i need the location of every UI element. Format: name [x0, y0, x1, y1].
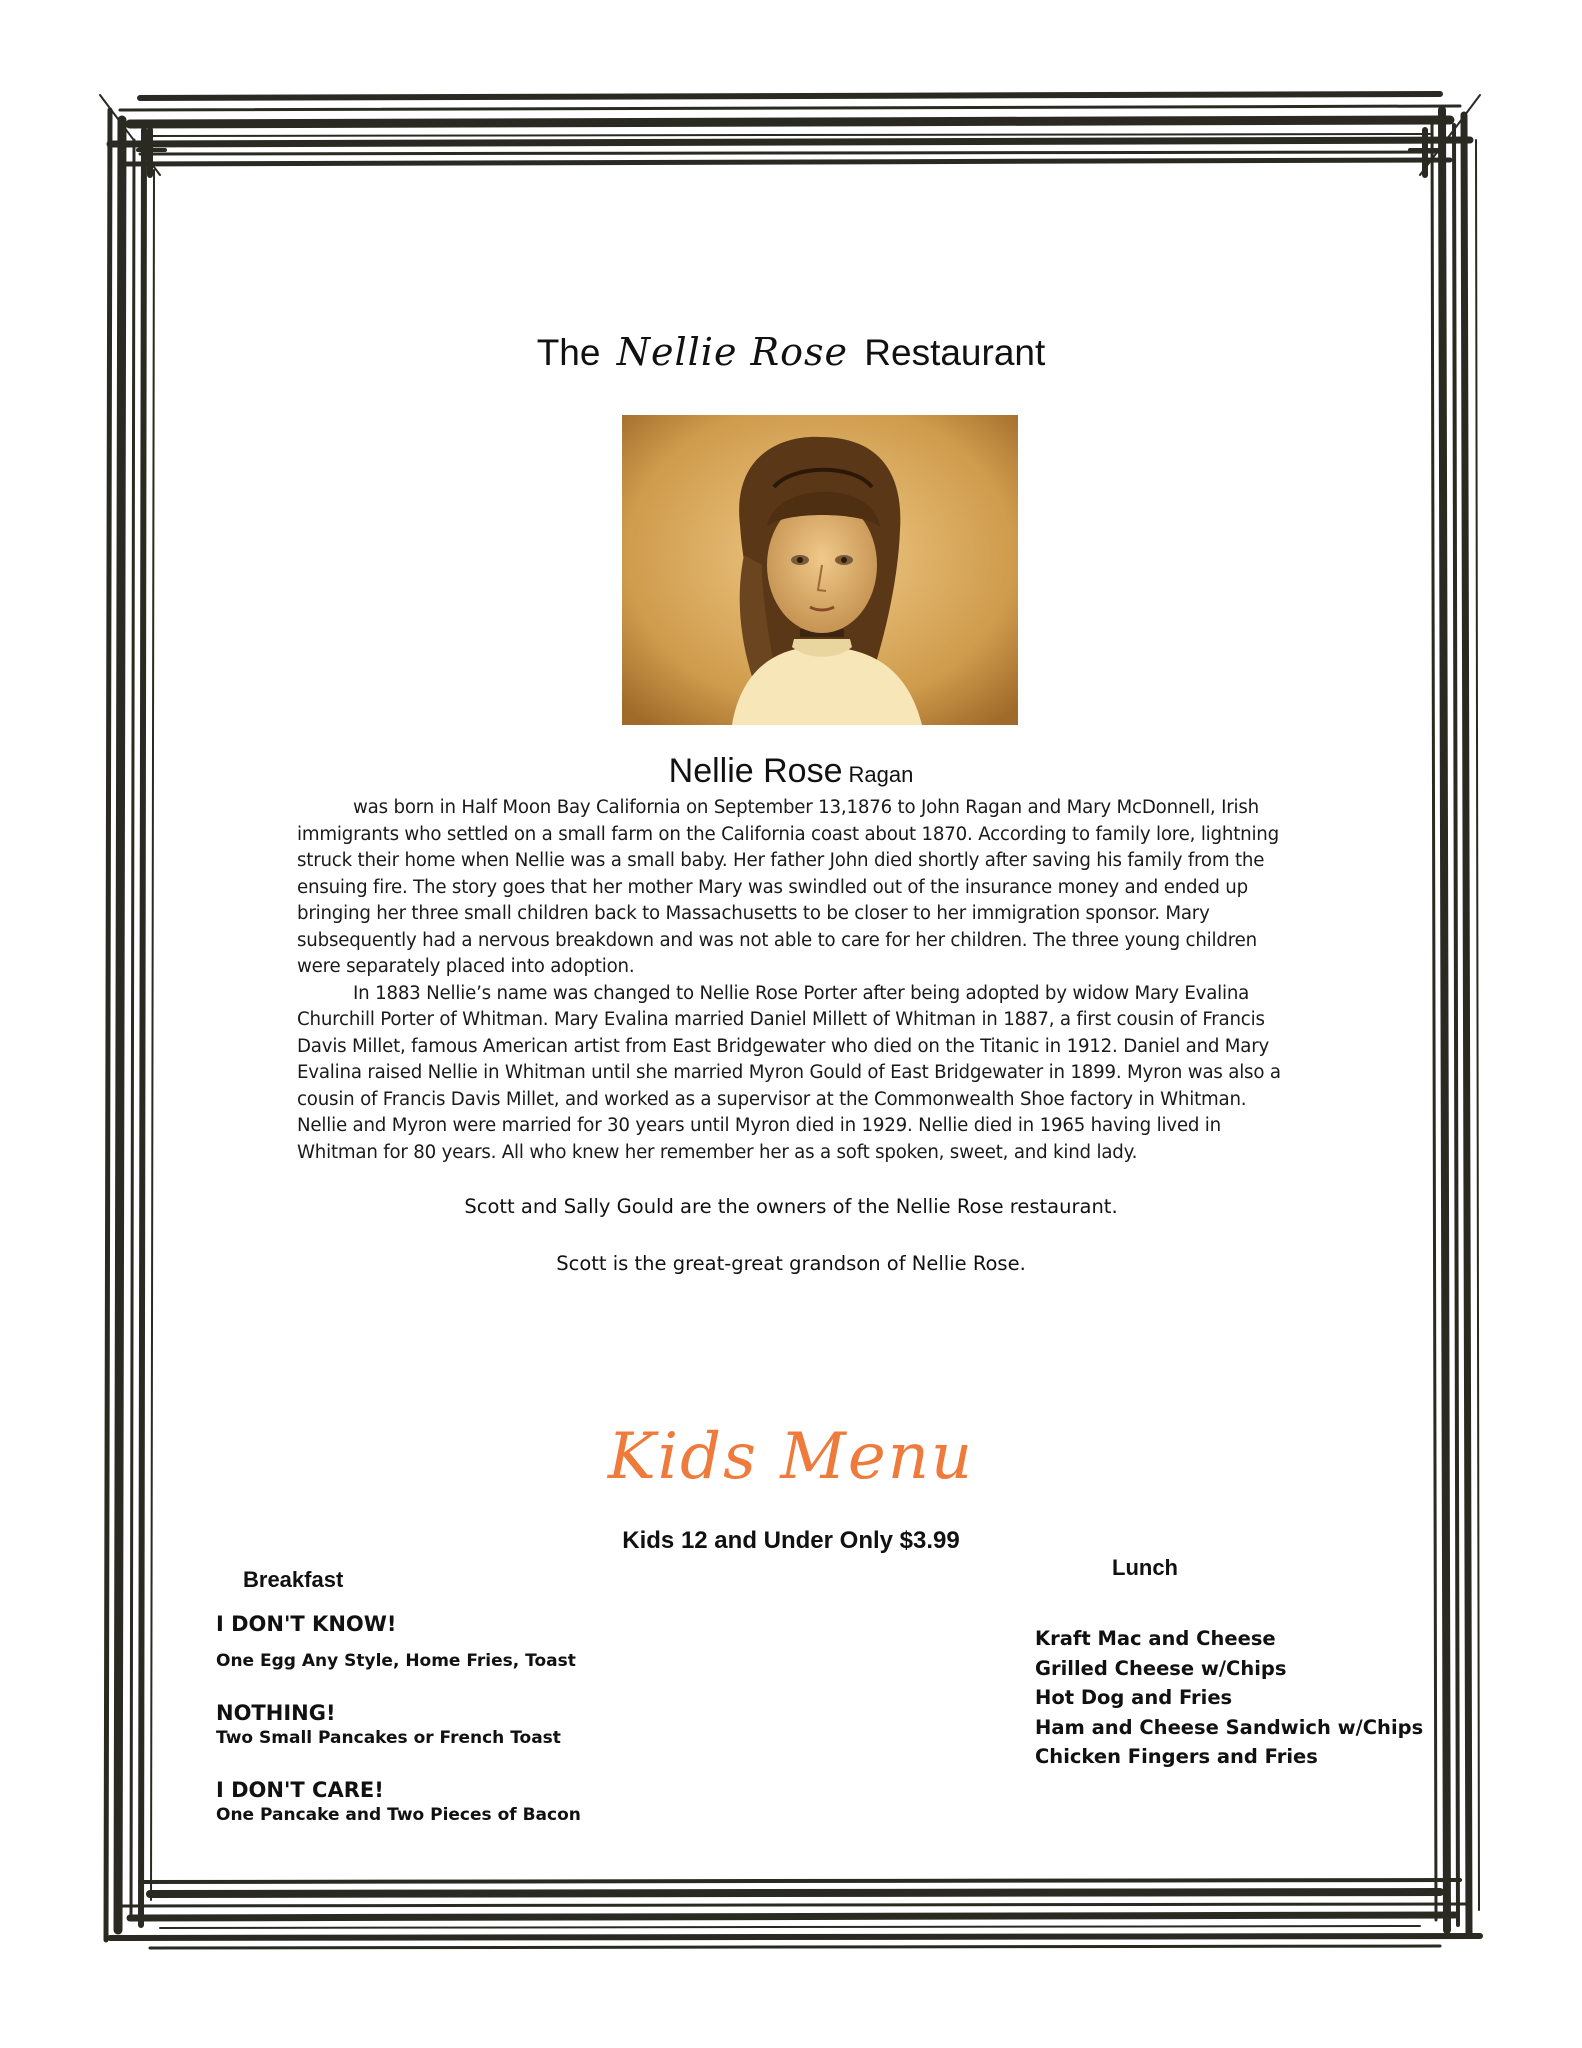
breakfast-item-name: NOTHING!	[216, 1701, 336, 1725]
title-script-name: Nellie Rose	[616, 330, 848, 374]
title-prefix: The	[536, 332, 601, 373]
lunch-heading: Lunch	[1112, 1555, 1178, 1580]
breakfast-heading: Breakfast	[243, 1567, 344, 1592]
title-suffix: Restaurant	[864, 332, 1046, 373]
restaurant-title	[0, 330, 1582, 374]
bio-first-name: Nellie Rose	[668, 752, 843, 790]
kids-menu-subtitle: Kids 12 and Under Only $3.99	[622, 1527, 960, 1554]
breakfast-item-desc: Two Small Pancakes or French Toast	[216, 1728, 561, 1748]
breakfast-item-name: I DON'T KNOW!	[216, 1612, 397, 1636]
breakfast-item-name: I DON'T CARE!	[216, 1778, 384, 1802]
breakfast-item-desc: One Egg Any Style, Home Fries, Toast	[216, 1651, 576, 1671]
breakfast-item-desc: One Pancake and Two Pieces of Bacon	[216, 1805, 581, 1825]
bio-story	[297, 795, 1287, 1166]
lunch-item: Hot Dog and Fries	[1035, 1686, 1233, 1709]
bio-paragraph-1: was born in Half Moon Bay California on September 13,1876 to John Ragan and Mary McDonnell, Irish immigrants who settled on a small farm on the California coast about 1870. According to family lore, lightning struck their home when Nellie was a small baby. Her father John died shortly after saving his family from the ensuing fire. The story goes that her mother Mary was swindled out of the insurance money and ended up bringing her three small children back to Massachusetts to be closer to her immigration sponsor. Mary subsequently had a nervous breakdown and was not able to care for her children. The three young children were separately placed into adoption.	[297, 797, 1279, 977]
bio-surname: Ragan	[848, 762, 914, 787]
bio-paragraph-2: In 1883 Nellie’s name was changed to Nellie Rose Porter after being adopted by widow Mary Evalina Churchill Porter of Whitman. Mary Evalina married Daniel Millett of Whitman in 1887, a first cousin of Francis Davis Millet, famous American artist from East Bridgewater who died on the Titanic in 1912. Daniel and Mary Evalina raised Nellie in Whitman until she married Myron Gould of East Bridgewater in 1899. Myron was also a cousin of Francis Davis Millet, and worked as a supervisor at the Commonwealth Shoe factory in Whitman. Nellie and Myron were married for 30 years until Myron died in 1929. Nellie died in 1965 having lived in Whitman for 80 years. All who knew her remember her as a soft spoken, sweet, and kind lady.	[297, 982, 1281, 1163]
bio-name-heading	[0, 752, 1582, 791]
lunch-item: Ham and Cheese Sandwich w/Chips	[1035, 1715, 1424, 1739]
portrait-photo	[622, 415, 1018, 725]
lunch-list	[1035, 1624, 1423, 1772]
lunch-item: Chicken Fingers and Fries	[1035, 1745, 1318, 1768]
owners-line: Scott and Sally Gould are the owners of the Nellie Rose restaurant.	[464, 1195, 1118, 1218]
great-grandson-line: Scott is the great-great grandson of Nellie Rose.	[556, 1252, 1026, 1275]
lunch-item: Grilled Cheese w/Chips	[1035, 1656, 1287, 1680]
lunch-item: Kraft Mac and Cheese	[1035, 1627, 1276, 1650]
kids-menu-title: Kids Menu	[607, 1420, 975, 1494]
